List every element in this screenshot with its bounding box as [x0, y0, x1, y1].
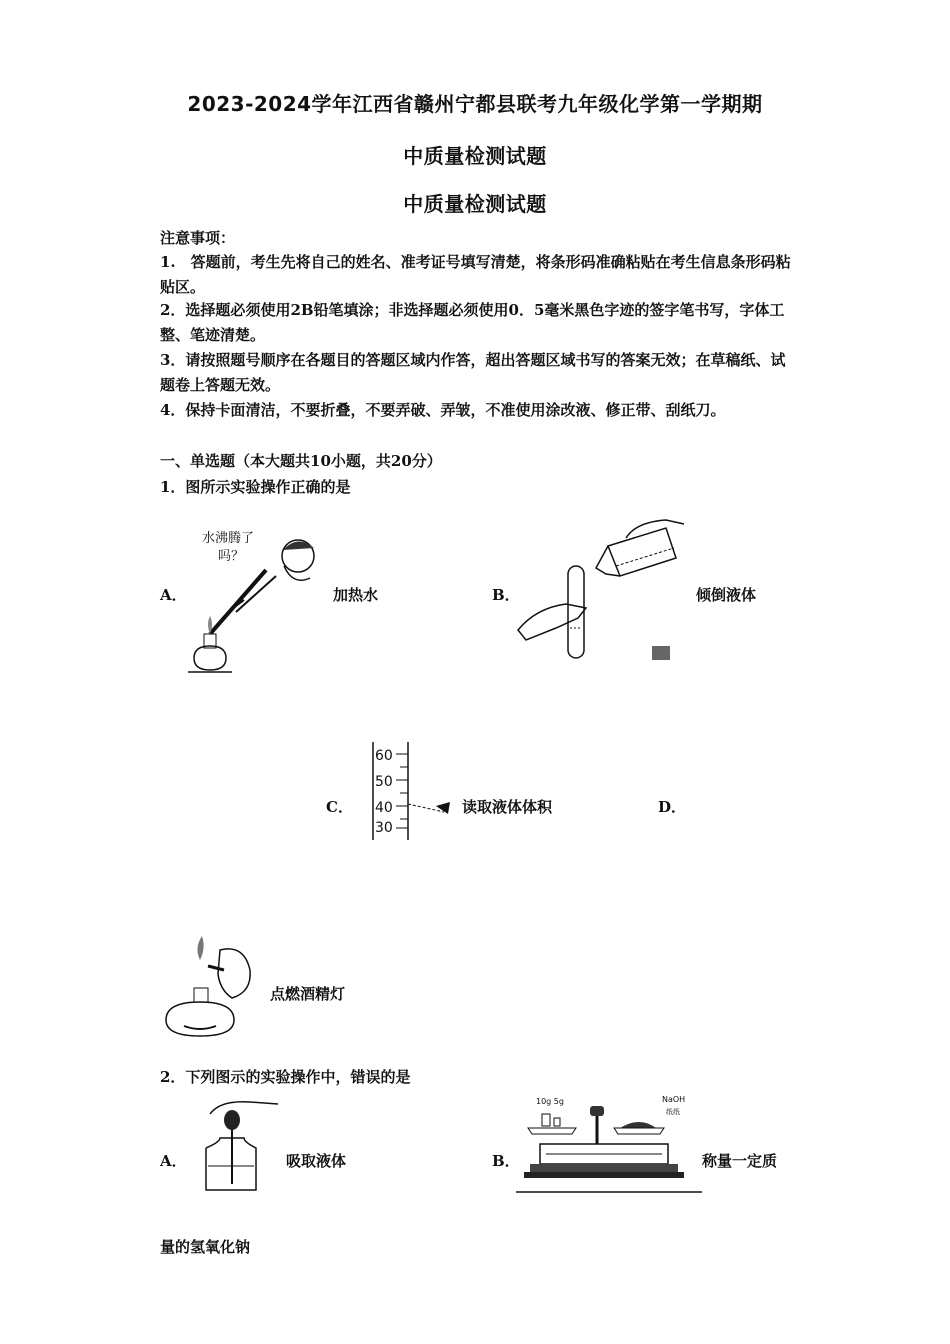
- q1-c-tick-50: 50: [375, 774, 393, 790]
- q1-stem: 1．图所示实验操作正确的是: [160, 478, 351, 496]
- q1-c-tick-60: 60: [375, 748, 393, 764]
- q2-option-b-letter: B．: [492, 1152, 520, 1170]
- q1-c-cylinder-figure: [370, 740, 460, 844]
- title-line-3: 中质量检测试题: [403, 192, 547, 216]
- q1-option-b-caption: 倾倒液体: [696, 586, 757, 604]
- q1-d-lamp-figure: [160, 930, 260, 1040]
- q1-c-tick-30: 30: [375, 820, 393, 836]
- notice-heading: 注意事项：: [160, 229, 236, 247]
- q1-a-bubble-line-1: 水沸腾了: [202, 531, 255, 546]
- q1-c-tick-40: 40: [375, 800, 393, 816]
- q1-option-b-letter: B．: [492, 586, 520, 604]
- q1-a-heating-figure: [188, 516, 318, 674]
- section-heading: 一、单选题（本大题共10小题，共20分）: [160, 452, 442, 470]
- q2-option-b-caption: 称量一定质: [702, 1152, 778, 1170]
- title-line-2: 中质量检测试题: [403, 144, 547, 168]
- q1-option-a-letter: A．: [160, 586, 187, 604]
- q2-b-naoh-label: NaOH: [662, 1095, 686, 1104]
- notice-item-4: 4．保持卡面清洁，不要折叠，不要弄破、弄皱，不准使用涂改液、修正带、刮纸刀。: [160, 401, 726, 419]
- q1-a-bubble-line-2: 吗？: [218, 549, 245, 564]
- title-line-1: 2023-2024学年江西省赣州宁都县联考九年级化学第一学期期: [187, 92, 763, 116]
- notice-item-3: 3．请按照题号顺序在各题目的答题区域内作答，超出答题区域书写的答案无效；在草稿纸、试题卷上答题无效。: [160, 351, 786, 394]
- q2-option-a-caption: 吸取液体: [286, 1152, 347, 1170]
- q1-b-pouring-figure: [516, 518, 686, 668]
- q1-option-c-caption: 读取液体体积: [462, 798, 553, 816]
- q1-option-a-caption: 加热水: [333, 586, 379, 604]
- q2-stem: 2．下列图示的实验操作中，错误的是: [160, 1068, 411, 1086]
- q2-b-weights-label: 10g 5g: [536, 1097, 564, 1106]
- q2-option-a-letter: A．: [160, 1152, 187, 1170]
- q2-b-paper-label: 纸纸: [666, 1108, 680, 1116]
- q1-option-d-caption: 点燃酒精灯: [270, 985, 346, 1003]
- q2-b-balance-figure: [516, 1092, 702, 1196]
- notice-item-2: 2．选择题必须使用2B铅笔填涂；非选择题必须使用0．5毫米黑色字迹的签字笔书写，字体工整、笔迹清楚。: [160, 301, 785, 344]
- q1-option-c-letter: C．: [326, 798, 353, 816]
- q2-a-dropper-figure: [200, 1094, 282, 1194]
- q2-option-b-caption-continuation: 量的氢氧化钠: [160, 1238, 251, 1256]
- notice-item-1: 1. 答题前，考生先将自己的姓名、准考证号填写清楚，将条形码准确粘贴在考生信息条形码粘贴区。: [160, 253, 791, 296]
- q1-option-d-letter: D．: [658, 798, 687, 816]
